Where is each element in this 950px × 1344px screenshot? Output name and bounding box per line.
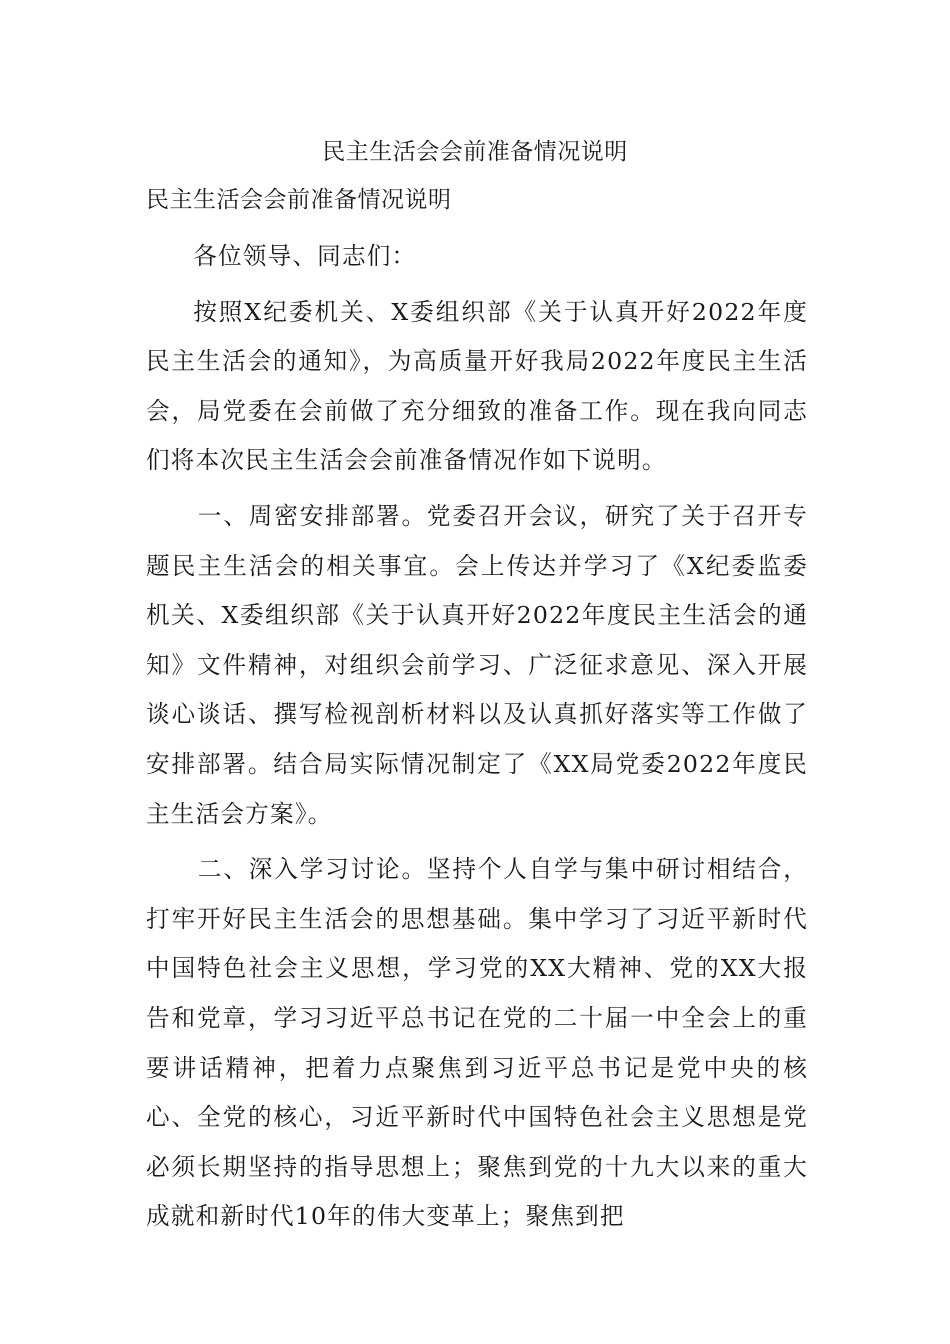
document-body [146,232,808,1242]
paragraph-section-2: 二、深入学习讨论。坚持个人自学与集中研讨相结合，打牢开好民主生活会的思想基础。集中学习了习近平新时代中国特色社会主义思想，学习党的XX大精神、党的XX大报告和党章，学习习近平总书记在党的二十届一中全会上的重要讲话精神，把着力点聚焦到习近平总书记是党中央的核心、全党的核心，习近平新时代中国特色社会主义思想是党必须长期坚持的指导思想上；聚焦到党的十九大以来的重大成就和新时代10年的伟大变革上；聚焦到把 [146,855,808,1231]
paragraph-section-1: 一、周密安排部署。党委召开会议，研究了关于召开专题民主生活会的相关事宜。会上传达并学习了《X纪委监委机关、X委组织部《关于认真开好2022年度民主生活会的通知》文件精神，对组织会前学习、广泛征求意见、深入开展谈心谈话、撰写检视剖析材料以及认真抓好落实等工作做了安排部署。结合局实际情况制定了《XX局党委2022年度民主生活会方案》。 [146,501,808,828]
document-title: 民主生活会会前准备情况说明 [322,139,628,165]
paragraph-intro: 按照X纪委机关、X委组织部《关于认真开好2022年度民主生活会的通知》，为高质量开好我局2022年度民主生活会，局党委在会前做了充分细致的准备工作。现在我向同志们将本次民主生活会会前准备情况作如下说明。 [146,297,808,475]
salutation: 各位领导、同志们： [193,242,417,270]
document-subtitle: 民主生活会会前准备情况说明 [146,187,452,213]
